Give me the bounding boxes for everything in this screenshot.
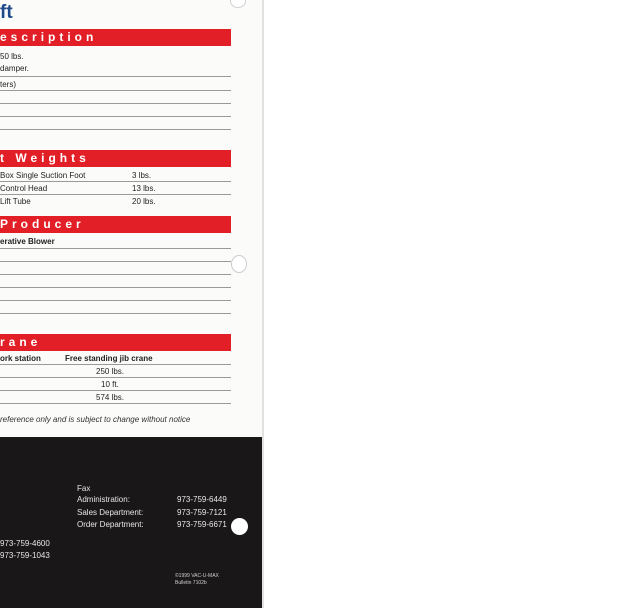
rule — [0, 390, 231, 391]
page-edge — [262, 0, 264, 608]
weights-row-3-item: Lift Tube — [0, 197, 31, 206]
crane-col-2-header: Free standing jib crane — [65, 354, 153, 363]
rule — [0, 90, 231, 91]
rule — [0, 300, 231, 301]
brochure-page — [0, 0, 262, 608]
fax-order-label: Order Department: — [77, 520, 144, 529]
weights-row-1-item: Box Single Suction Foot — [0, 171, 86, 180]
description-line-1: 50 lbs. — [0, 52, 24, 61]
phone-2: 973-759-1043 — [0, 551, 50, 560]
rule — [0, 194, 231, 195]
rule — [0, 181, 231, 182]
section-header-crane: rane — [0, 334, 231, 351]
rule — [0, 261, 231, 262]
rule — [0, 76, 231, 77]
rule — [0, 248, 231, 249]
description-line-3: ters) — [0, 80, 16, 89]
page-title: ft — [0, 2, 13, 23]
binder-hole-icon — [231, 518, 248, 535]
section-header-weights: t Weights — [0, 150, 231, 167]
rule — [0, 287, 231, 288]
fax-order-number: 973-759-6671 — [177, 520, 227, 529]
crane-value-2: 10 ft. — [101, 380, 119, 389]
crane-col-1-header: ork station — [0, 354, 41, 363]
weights-row-2-item: Control Head — [0, 184, 48, 193]
weights-row-2-value: 13 lbs. — [132, 184, 156, 193]
fax-label: Fax — [77, 484, 91, 493]
bulletin-number: Bulletin 7102b — [175, 580, 207, 586]
phone-1: 973-759-4600 — [0, 539, 50, 548]
rule — [0, 129, 231, 130]
binder-hole-icon — [231, 255, 247, 273]
producer-line: erative Blower — [0, 237, 55, 246]
crane-value-3: 574 lbs. — [96, 393, 125, 402]
fax-sales-label: Sales Department: — [77, 508, 144, 517]
fax-admin-label: Administration: — [77, 495, 130, 504]
section-header-description: escription — [0, 29, 231, 46]
section-header-producer: Producer — [0, 216, 231, 233]
weights-row-3-value: 20 lbs. — [132, 197, 156, 206]
rule — [0, 377, 231, 378]
rule — [0, 403, 231, 404]
description-line-2: damper. — [0, 64, 29, 73]
weights-row-1-value: 3 lbs. — [132, 171, 152, 180]
rule — [0, 103, 231, 104]
crane-value-1: 250 lbs. — [96, 367, 125, 376]
copyright: ©1999 VAC-U-MAX — [175, 573, 219, 579]
footer — [0, 437, 262, 608]
fax-admin-number: 973-759-6449 — [177, 495, 227, 504]
rule — [0, 313, 231, 314]
rule — [0, 116, 231, 117]
disclaimer: reference only and is subject to change without notice — [0, 415, 191, 424]
fax-sales-number: 973-759-7121 — [177, 508, 227, 517]
rule — [0, 364, 231, 365]
rule — [0, 274, 231, 275]
